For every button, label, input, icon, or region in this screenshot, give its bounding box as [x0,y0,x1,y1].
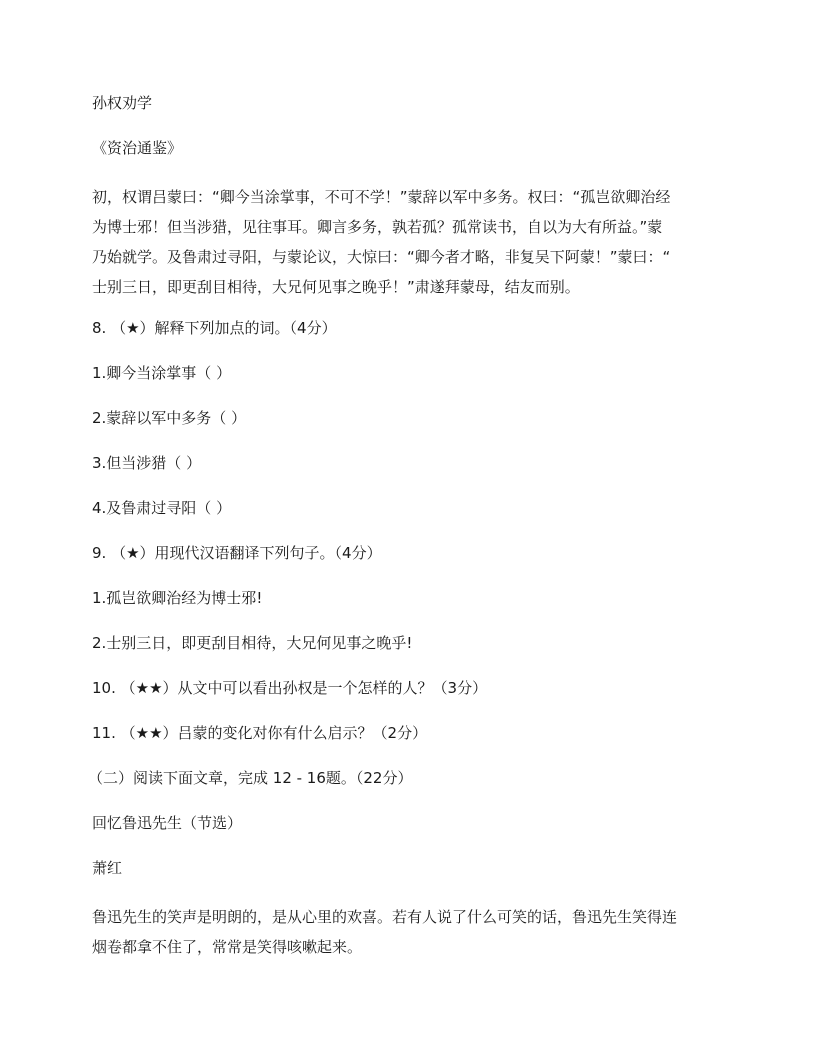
question-8-item: 3.但当涉猎（ ） [92,454,202,472]
text-title: 孙权劝学 [92,94,153,112]
question-9-item: 1.孤岂欲卿治经为博士邪! [92,589,263,607]
passage-line: 士别三日，即更刮目相待，大兄何见事之晚乎！”肃遂拜蒙母，结友而别。 [92,278,580,296]
passage-line: 初，权谓吕蒙曰：“卿今当涂掌事，不可不学！”蒙辞以军中多务。权曰：“孤岂欲卿治经 [92,188,671,206]
question-9: 9. （★）用现代汉语翻译下列句子。（4分） [92,544,382,562]
passage-luxun [92,902,732,962]
question-8: 8. （★）解释下列加点的词。（4分） [92,319,337,337]
question-9-item: 2.士别三日，即更刮目相待，大兄何见事之晚乎! [92,634,413,652]
passage-line: 鲁迅先生的笑声是明朗的，是从心里的欢喜。若有人说了什么可笑的话，鲁迅先生笑得连 [92,908,678,926]
passage-line: 烟卷都拿不住了，常常是笑得咳嗽起来。 [92,938,363,956]
document-page [88,92,732,977]
text-author-2: 萧红 [92,859,123,877]
text-title-2: 回忆鲁迅先生（节选） [92,814,243,832]
passage-line: 乃始就学。及鲁肃过寻阳，与蒙论议，大惊曰：“卿今者才略，非复吴下阿蒙！”蒙曰：“ [92,248,671,266]
question-11: 11. （★★）吕蒙的变化对你有什么启示？（2分） [92,724,428,742]
question-10: 10. （★★）从文中可以看出孙权是一个怎样的人？（3分） [92,679,488,697]
passage-line: 为博士邪！但当涉猎，见往事耳。卿言多务，孰若孤？孤常读书，自以为大有所益。”蒙 [92,218,663,236]
text-source: 《资治通鉴》 [92,139,183,157]
question-8-item: 2.蒙辞以军中多务（ ） [92,409,247,427]
question-8-item: 4.及鲁肃过寻阳（ ） [92,499,232,517]
passage-sunquan [92,182,732,302]
section-heading-2: （二）阅读下面文章，完成 12 - 16题。（22分） [88,769,413,787]
question-8-item: 1.卿今当涂掌事（ ） [92,364,232,382]
